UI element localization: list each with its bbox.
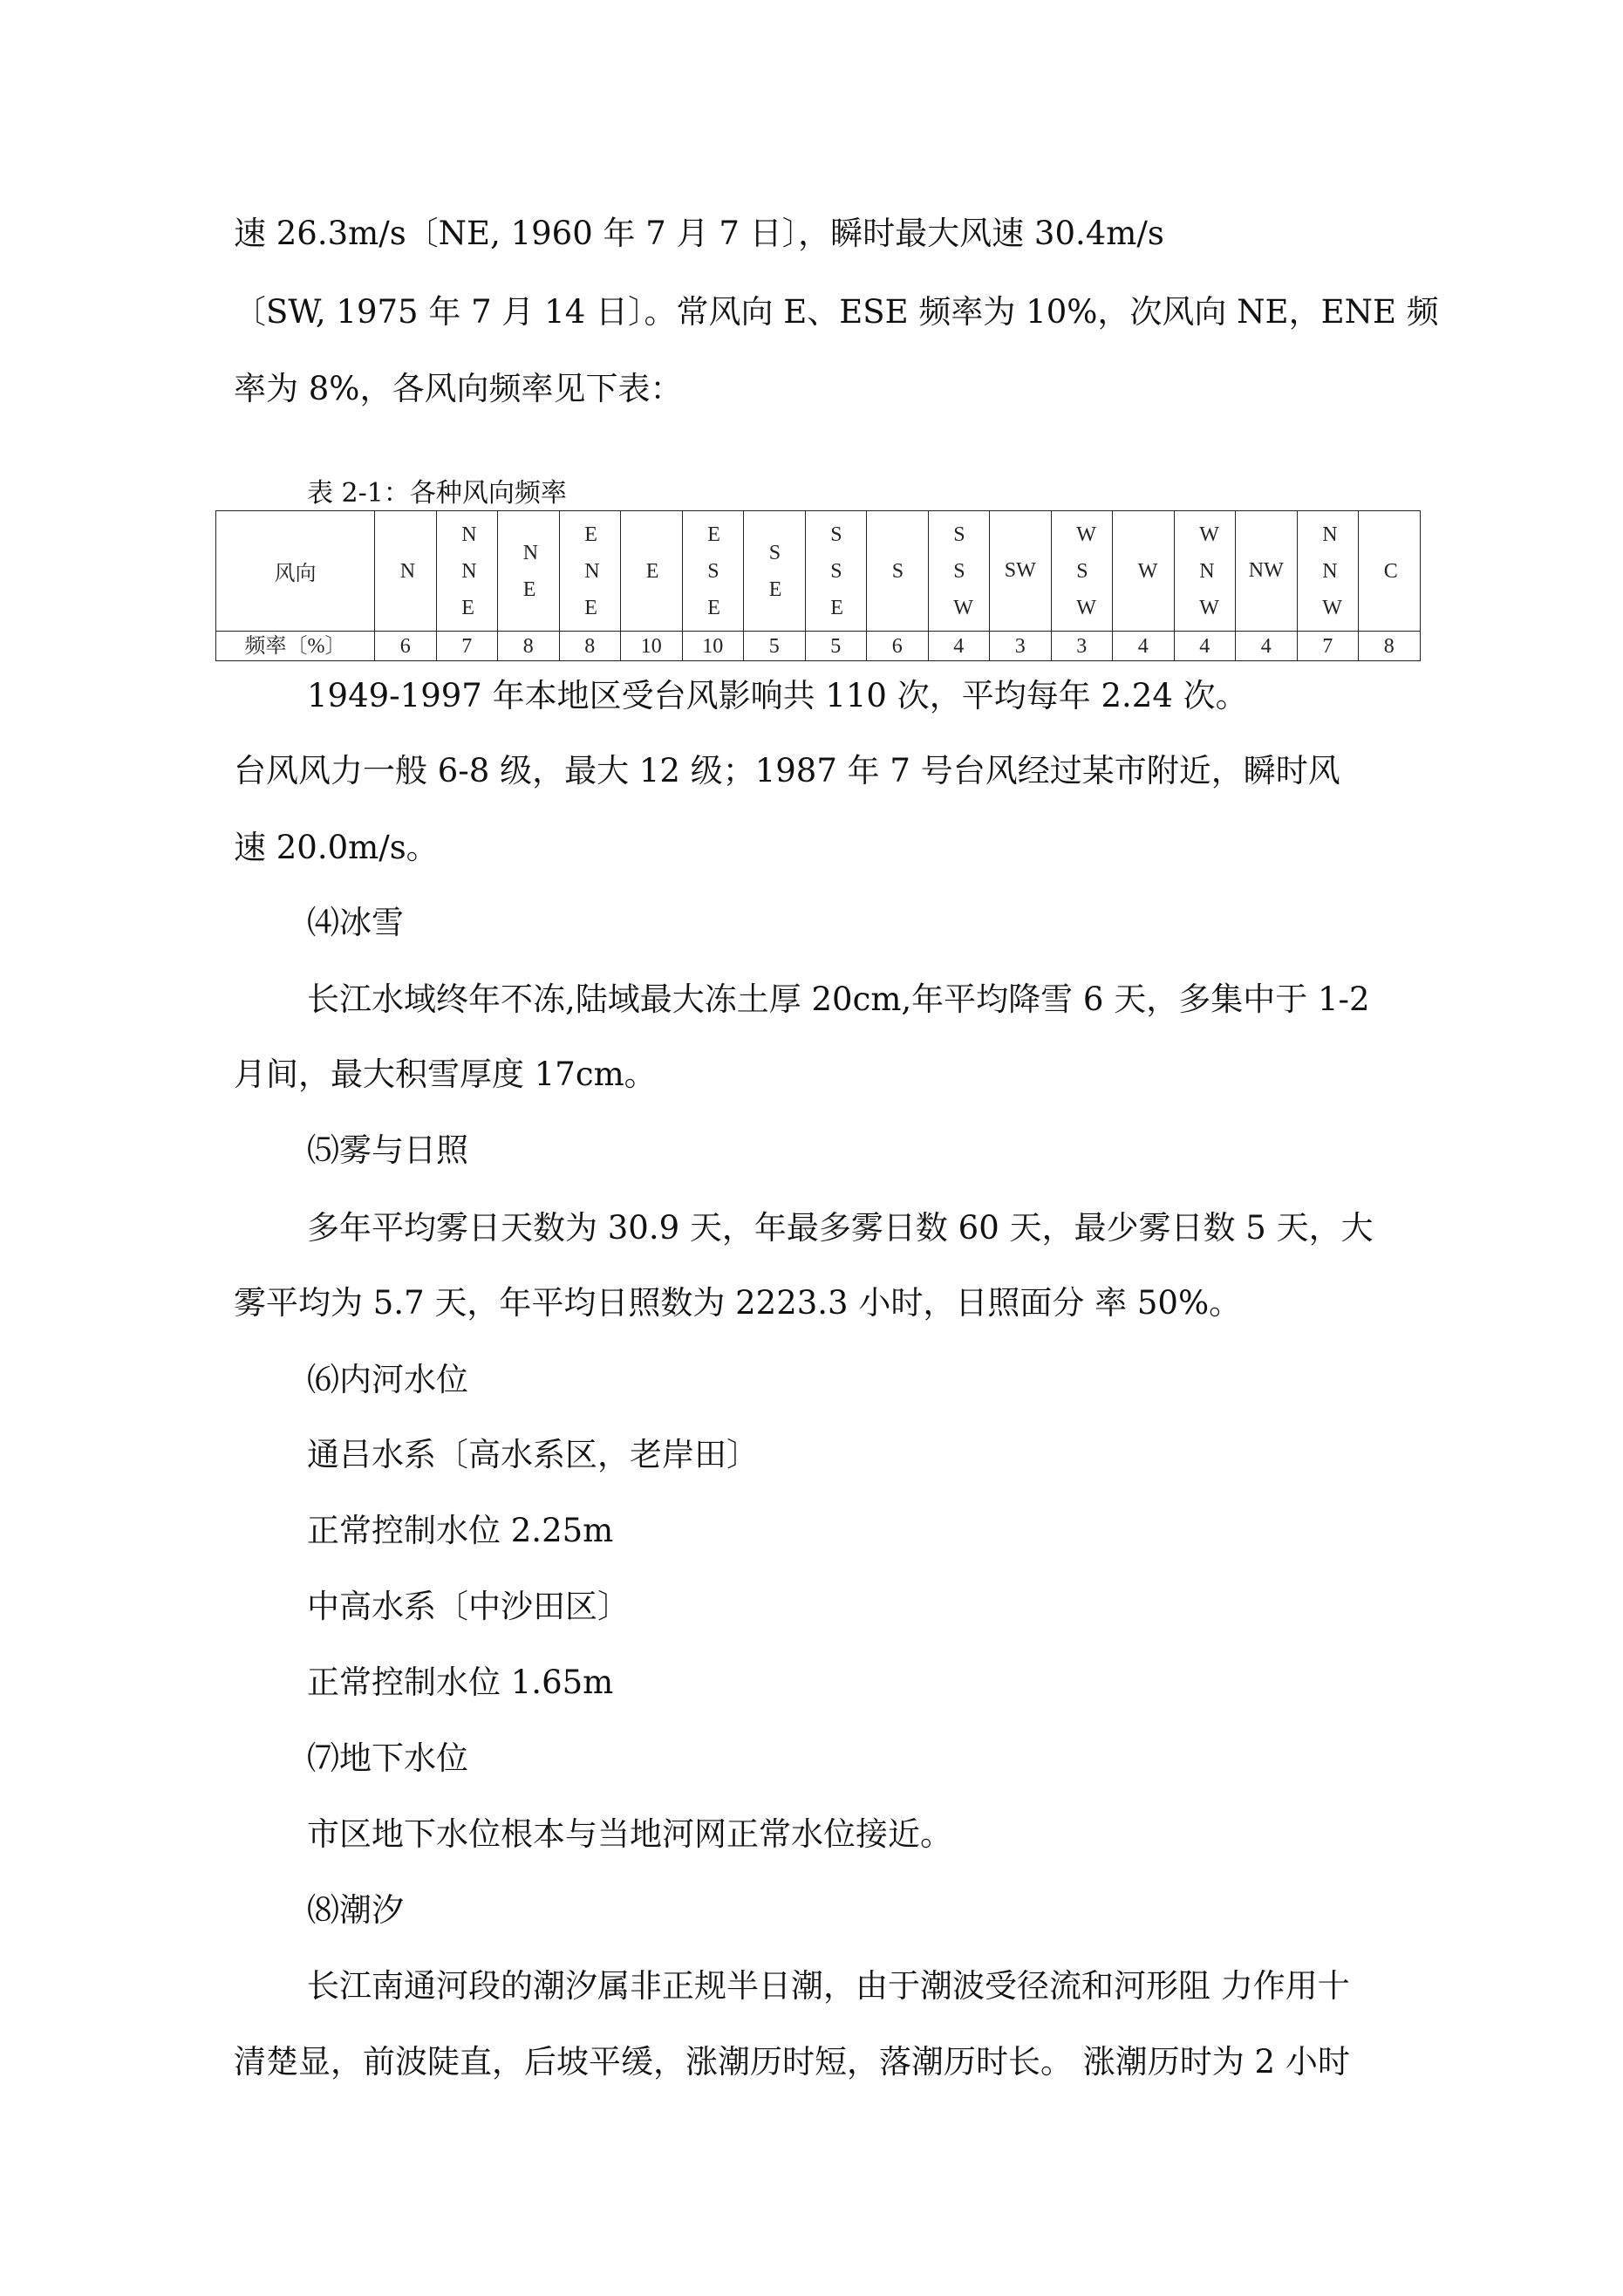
frequency-cell: 4 [1113,632,1175,661]
wind-frequency-table [215,510,1421,661]
body-line: 中高水系〔中沙田区〕 [307,1588,630,1625]
direction-header: 风向 [216,511,375,632]
body-line: 月间，最大积雪厚度 17cm。 [234,1056,657,1093]
frequency-cell: 4 [1236,632,1298,661]
frequency-cell: 5 [744,632,806,661]
direction-cell: NW [1236,511,1298,632]
frequency-cell: 8 [559,632,621,661]
body-line: 多年平均雾日天数为 30.9 天，年最多雾日数 60 天，最少雾日数 5 天，大 [307,1209,1374,1247]
frequency-cell: 8 [1359,632,1421,661]
direction-cell: E [621,511,683,632]
direction-cell: ESE [682,511,744,632]
frequency-cell: 8 [498,632,560,661]
section-heading: ⑸雾与日照 [307,1131,468,1169]
direction-cell: WSW [1051,511,1113,632]
frequency-cell: 4 [928,632,990,661]
frequency-cell: 7 [1297,632,1359,661]
body-line: 速 26.3m/s〔NE, 1960 年 7 月 7 日〕，瞬时最大风速 30.4m/s [234,215,1164,252]
section-heading: ⑷冰雪 [307,904,404,941]
table-caption: 表 2-1：各种风向频率 [307,478,567,509]
frequency-header: 频率〔%〕 [216,632,375,661]
frequency-cell: 3 [990,632,1052,661]
direction-cell: W [1113,511,1175,632]
frequency-cell: 3 [1051,632,1113,661]
direction-cell: NNW [1297,511,1359,632]
direction-cell: S [867,511,929,632]
body-line: 雾平均为 5.7 天，年平均日照数为 2223.3 小时，日照面分 率 50%。 [234,1284,1242,1322]
direction-cell: SSE [805,511,867,632]
frequency-cell: 6 [867,632,929,661]
section-heading: ⑻潮汐 [307,1891,404,1929]
body-line: 速 20.0m/s。 [234,829,439,866]
frequency-cell: 7 [436,632,498,661]
frequency-cell: 5 [805,632,867,661]
direction-cell: C [1359,511,1421,632]
section-heading: ⑺地下水位 [307,1739,468,1777]
body-line: 1949-1997 年本地区受台风影响共 110 次，平均每年 2.24 次。 [307,677,1248,714]
body-line: 清楚显，前波陡直，后坡平缓，涨潮历时短，落潮历时长。 涨潮历时为 2 小时 [234,2043,1350,2081]
body-line: 长江南通河段的潮汐属非正规半日潮，由于潮波受径流和河形阻 力作用十 [307,1967,1350,2005]
direction-cell: NE [498,511,560,632]
direction-cell: SSW [928,511,990,632]
body-line: 长江水域终年不冻,陆域最大冻土厚 20cm,年平均降雪 6 天，多集中于 1-2 [307,981,1370,1018]
frequency-cell: 10 [682,632,744,661]
frequency-cell: 6 [375,632,437,661]
direction-cell: ENE [559,511,621,632]
body-line: 正常控制水位 2.25m [307,1512,614,1549]
body-line: 市区地下水位根本与当地河网正常水位接近。 [307,1815,952,1853]
body-line: 通吕水系〔高水系区，老岸田〕 [307,1436,759,1473]
body-line: 〔SW, 1975 年 7 月 14 日〕。常风向 E、ESE 频率为 10%，次风向 NE，ENE 频 [234,293,1439,331]
direction-cell: NNE [436,511,498,632]
table-row [216,632,1421,661]
body-line: 正常控制水位 1.65m [307,1664,614,1701]
direction-cell: WNW [1174,511,1236,632]
frequency-cell: 4 [1174,632,1236,661]
body-line: 率为 8%，各风向频率见下表： [234,370,683,407]
direction-cell: SE [744,511,806,632]
body-line: 台风风力一般 6-8 级，最大 12 级；1987 年 7 号台风经过某市附近，瞬时风 [234,752,1340,789]
frequency-cell: 10 [621,632,683,661]
direction-cell: SW [990,511,1052,632]
direction-cell: N [375,511,437,632]
section-heading: ⑹内河水位 [307,1361,468,1398]
table-row [216,511,1421,632]
